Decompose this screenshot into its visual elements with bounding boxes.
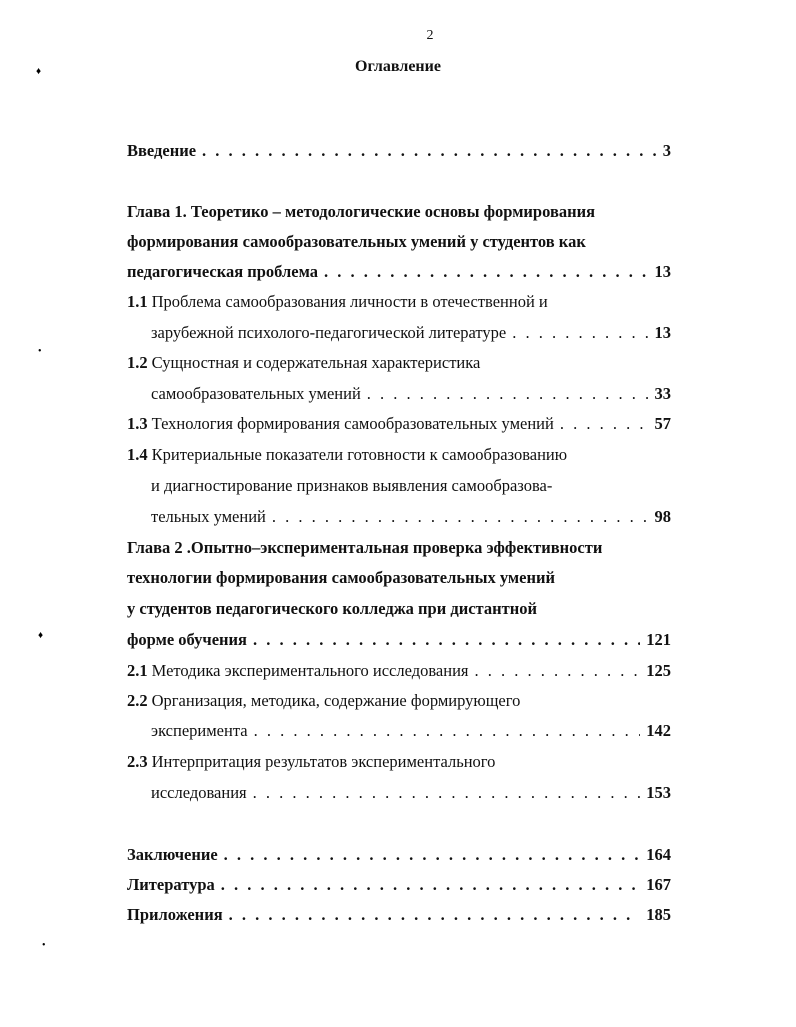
chapter-1-line-2: формирования самообразовательных умений у студентов как <box>127 232 586 251</box>
toc-entry-section-1-1[interactable] <box>151 323 671 343</box>
page-ref: 142 <box>646 721 671 740</box>
scan-mark: • <box>38 346 42 357</box>
toc-entry-label: Литература <box>127 875 215 894</box>
toc-entry-label: Приложения <box>127 905 223 924</box>
chapter-1-heading-cont <box>127 232 671 252</box>
chapter-2-line-3: у студентов педагогического колледжа при дистантной <box>127 599 537 618</box>
chapter-2-heading <box>127 538 671 558</box>
page-ref: 3 <box>662 141 671 160</box>
toc-entry-chapter-2[interactable] <box>127 630 671 650</box>
leader-dots <box>253 630 640 650</box>
chapter-2-line-2: технологии формирования самообразовательных умений <box>127 568 555 587</box>
section-2-3 <box>127 752 671 772</box>
section-1-2 <box>127 353 671 373</box>
section-number: 1.1 <box>127 292 148 311</box>
leader-dots <box>202 141 657 161</box>
section-title: Интерпритация результатов экспериментального <box>151 752 496 771</box>
page-ref: 167 <box>646 875 671 894</box>
section-number: 2.2 <box>127 691 148 710</box>
toc-entry-section-1-3[interactable] <box>127 414 671 434</box>
toc-entry-section-2-3[interactable] <box>151 783 671 803</box>
section-title: Организация, методика, содержание формирующего <box>151 691 521 710</box>
section-2-2 <box>127 691 671 711</box>
leader-dots <box>224 845 641 865</box>
section-1-4-cont <box>151 476 671 496</box>
section-1-1 <box>127 292 671 312</box>
section-title-cont: эксперимента <box>151 721 248 740</box>
leader-dots <box>229 905 641 925</box>
chapter-2-heading-cont <box>127 599 671 619</box>
section-number: 1.2 <box>127 353 148 372</box>
toc-entry-conclusion[interactable] <box>127 845 671 865</box>
toc-entry-chapter-1[interactable] <box>127 262 671 282</box>
chapter-1-heading <box>127 202 671 222</box>
leader-dots <box>560 414 649 434</box>
section-title: Сущностная и содержательная характеристика <box>151 353 481 372</box>
toc-entry-section-2-1[interactable] <box>127 661 671 681</box>
section-title-cont: самообразовательных умений <box>151 384 361 403</box>
leader-dots <box>475 661 641 681</box>
section-number: 2.1 <box>127 661 148 680</box>
chapter-1-line-1: Глава 1. Теоретико – методологические основы формирования <box>127 202 596 221</box>
leader-dots <box>367 384 649 404</box>
toc-entry-section-2-2[interactable] <box>151 721 671 741</box>
page-ref: 164 <box>646 845 671 864</box>
page-ref: 98 <box>654 507 671 526</box>
chapter-2-line-1: Глава 2 .Опытно–экспериментальная проверка эффективности <box>127 538 603 557</box>
section-title-cont: тельных умений <box>151 507 266 526</box>
page-title: Оглавление <box>355 58 441 75</box>
toc-entry-label: Заключение <box>127 845 218 864</box>
section-1-4 <box>127 445 671 465</box>
section-number: 2.3 <box>127 752 148 771</box>
leader-dots <box>253 783 641 803</box>
section-title-cont: исследования <box>151 783 247 802</box>
page-ref: 121 <box>646 630 671 649</box>
section-title: Технология формирования самообразовательных умений <box>151 414 554 433</box>
toc-entry-label: Введение <box>127 141 197 160</box>
scan-mark: ♦ <box>38 630 44 641</box>
chapter-2-heading-cont <box>127 568 671 588</box>
scan-mark: ♦ <box>36 66 42 77</box>
section-title: Проблема самообразования личности в отечественной и <box>151 292 548 311</box>
toc-entry-section-1-2[interactable] <box>151 384 671 404</box>
toc-entry-appendix[interactable] <box>127 905 671 925</box>
section-title: Критериальные показатели готовности к самообразованию <box>151 445 568 464</box>
leader-dots <box>221 875 640 895</box>
section-title-cont: и диагностирование признаков выявления самообразова- <box>151 476 553 495</box>
page-ref: 185 <box>646 905 671 924</box>
section-number: 1.3 <box>127 414 148 433</box>
section-title: Методика экспериментального исследования <box>151 661 469 680</box>
chapter-1-line-3: педагогическая проблема <box>127 262 318 281</box>
page-ref: 125 <box>646 661 671 680</box>
toc-entry-literature[interactable] <box>127 875 671 895</box>
leader-dots <box>324 262 649 282</box>
leader-dots <box>512 323 648 343</box>
toc-entry-introduction[interactable] <box>127 141 671 161</box>
scan-mark: • <box>42 940 46 951</box>
chapter-2-line-4: форме обучения <box>127 630 247 649</box>
page-ref: 153 <box>646 783 671 802</box>
page-ref: 33 <box>654 384 671 403</box>
page-ref: 57 <box>654 414 671 433</box>
leader-dots <box>254 721 641 741</box>
leader-dots <box>272 507 649 527</box>
page-ref: 13 <box>654 323 671 342</box>
page-ref: 13 <box>654 262 671 281</box>
toc-entry-section-1-4[interactable] <box>151 507 671 527</box>
section-title-cont: зарубежной психолого-педагогической литературе <box>151 323 507 342</box>
section-number: 1.4 <box>127 445 148 464</box>
page-number: 2 <box>426 28 434 43</box>
